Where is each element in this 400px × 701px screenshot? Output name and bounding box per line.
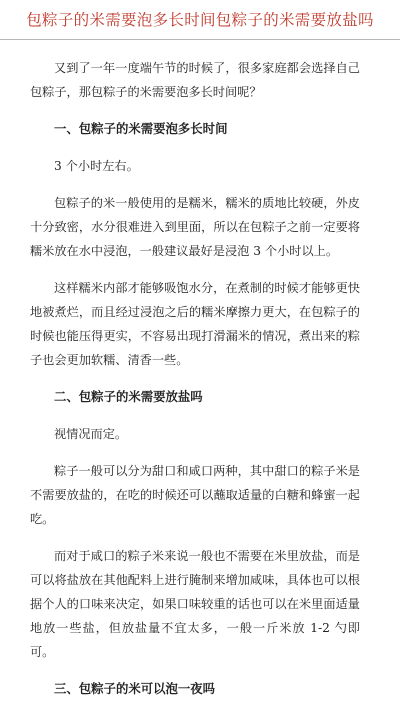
- section-2-paragraph-2: 粽子一般可以分为甜口和咸口两种，其中甜口的粽子米是不需要放盐的，在吃的时候还可以蘸取适量的白糖和蜂蜜一起吃。: [30, 464, 360, 526]
- section-2-heading: 二、包粽子的米需要放盐吗: [54, 389, 203, 404]
- article-title: 包粽子的米需要泡多长时间包粽子的米需要放盐吗: [26, 11, 374, 29]
- section-2-answer: 视情况而定。: [54, 427, 128, 441]
- intro-paragraph: 又到了一年一度端午节的时候了，很多家庭都会选择自己包粽子，那包粽子的米需要泡多长时间呢？: [30, 61, 360, 99]
- section-3-heading: 三、包粽子的米可以泡一夜吗: [54, 681, 216, 696]
- section-1-paragraph-3: 这样糯米内部才能够吸饱水分，在煮制的时候才能够更快地被煮烂，而且经过浸泡之后的糯米摩擦力更大，在包粽子的时候也能压得更实，不容易出现打滑漏米的情况，煮出来的粽子也会更加软糯、清香一些。: [30, 281, 360, 367]
- section-2-paragraph-3: 而对于咸口的粽子米来说一般也不需要在米里放盐，而是可以将盐放在其他配料上进行腌制来增加咸味，具体也可以根据个人的口味来决定，如果口味较重的话也可以在米里面适量地放一些盐，但放盐量不宜太多，一般一斤米放 1-2 勺即可。: [30, 549, 360, 659]
- section-1-paragraph-2: 包粽子的米一般使用的是糯米，糯米的质地比较硬，外皮十分致密，水分很难进入到里面，所以在包粽子之前一定要将糯米放在水中浸泡，一般建议最好是浸泡 3 个小时以上。: [30, 196, 360, 258]
- article-body: [0, 40, 400, 701]
- section-1-heading: 一、包粽子的米需要泡多长时间: [54, 121, 228, 136]
- section-1-answer: 3 个小时左右。: [54, 159, 139, 173]
